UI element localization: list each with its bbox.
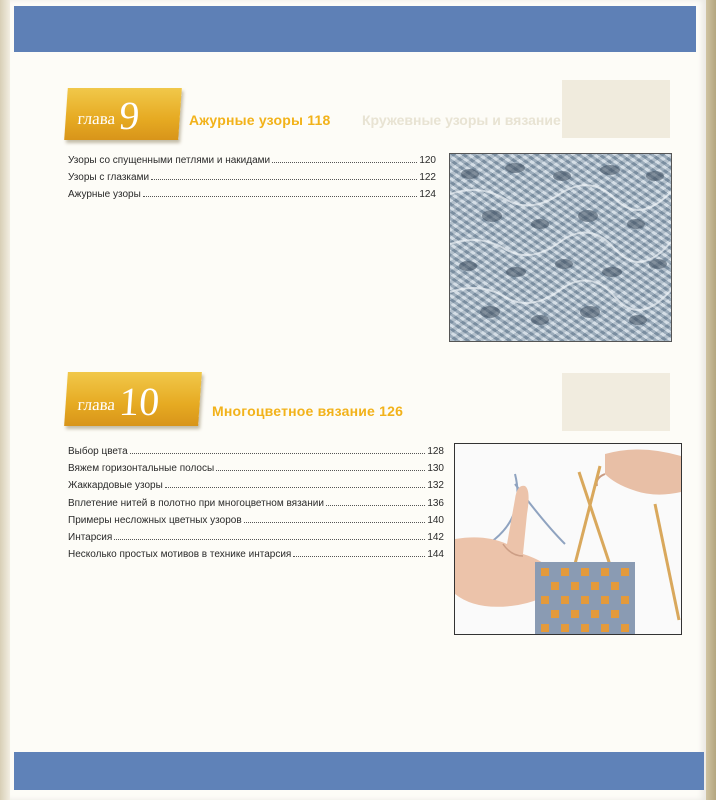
- page-left-edge: [0, 0, 10, 800]
- faded-image-placeholder: [562, 373, 670, 431]
- toc-entry-page: 144: [427, 549, 444, 561]
- toc-leader-dots: [114, 531, 425, 540]
- toc-entry-label: Ажурные узоры: [68, 189, 141, 200]
- toc-entry-page: 136: [427, 497, 444, 509]
- toc-leader-dots: [272, 154, 417, 163]
- toc-entry-page: 132: [427, 480, 444, 492]
- toc-entry-page: 124: [419, 189, 436, 200]
- toc-entry-page: 128: [427, 446, 444, 457]
- bleed-through-text: Кружевные узоры и вязание: [362, 112, 561, 128]
- lace-knitting-photo: [449, 153, 672, 342]
- bottom-color-band: [14, 752, 704, 790]
- toc-leader-dots: [130, 445, 426, 454]
- book-spine: [706, 0, 716, 800]
- chapter-word: глава: [76, 395, 116, 414]
- toc-entry[interactable]: [68, 188, 436, 205]
- toc-entry-label: Несколько простых мотивов в технике интарсия: [68, 549, 292, 561]
- toc-entry-page: 120: [419, 155, 436, 166]
- chapter-10-badge: [64, 372, 202, 426]
- top-color-band: [14, 6, 696, 52]
- toc-entry-label: Интарсия: [68, 531, 113, 543]
- faded-image-placeholder: [562, 80, 670, 138]
- toc-entry-label: Вплетение нитей в полотно при многоцветном вязании: [68, 497, 324, 509]
- toc-entry-label: Примеры несложных цветных узоров: [68, 514, 242, 526]
- toc-leader-dots: [293, 548, 425, 557]
- toc-entry-label: Выбор цвета: [68, 446, 128, 457]
- toc-entry-label: Вяжем горизонтальные полосы: [68, 463, 215, 475]
- toc-leader-dots: [151, 171, 417, 180]
- toc-entry[interactable]: [68, 548, 444, 565]
- toc-leader-dots: [165, 479, 426, 488]
- toc-leader-dots: [244, 514, 426, 523]
- chapter-9-badge: [64, 88, 182, 140]
- chapter-10-title[interactable]: Многоцветное вязание 126: [212, 403, 404, 419]
- toc-leader-dots: [326, 497, 425, 506]
- toc-entry-label: Узоры с глазками: [68, 172, 150, 183]
- toc-entry[interactable]: [68, 479, 444, 496]
- toc-entry-label: Жаккардовые узоры: [68, 480, 163, 492]
- toc-entry[interactable]: [68, 531, 444, 548]
- chapter-9-title[interactable]: Ажурные узоры 118: [189, 112, 331, 128]
- chapter-number: 10: [117, 379, 161, 424]
- toc-leader-dots: [216, 462, 425, 471]
- toc-entry[interactable]: [68, 462, 444, 479]
- toc-entry[interactable]: [68, 171, 436, 188]
- toc-entry-page: 130: [427, 463, 444, 475]
- chapter-9-toc: [68, 154, 436, 205]
- toc-entry[interactable]: [68, 514, 444, 531]
- hands-knitting-photo: [454, 443, 682, 635]
- toc-entry-page: 140: [427, 514, 444, 526]
- lace-pattern-illustration: [450, 154, 671, 341]
- chapter-10-toc: [68, 445, 444, 565]
- chapter-number: 9: [117, 93, 141, 138]
- toc-entry-label: Узоры со спущенными петлями и накидами: [68, 155, 271, 166]
- toc-entry[interactable]: [68, 497, 444, 514]
- hands-knitting-illustration: [455, 444, 681, 634]
- toc-entry-page: 122: [419, 172, 436, 183]
- chapter-word: глава: [77, 109, 116, 128]
- toc-entry-page: 142: [427, 531, 444, 543]
- toc-leader-dots: [143, 188, 418, 197]
- toc-entry[interactable]: [68, 445, 444, 462]
- toc-entry[interactable]: [68, 154, 436, 171]
